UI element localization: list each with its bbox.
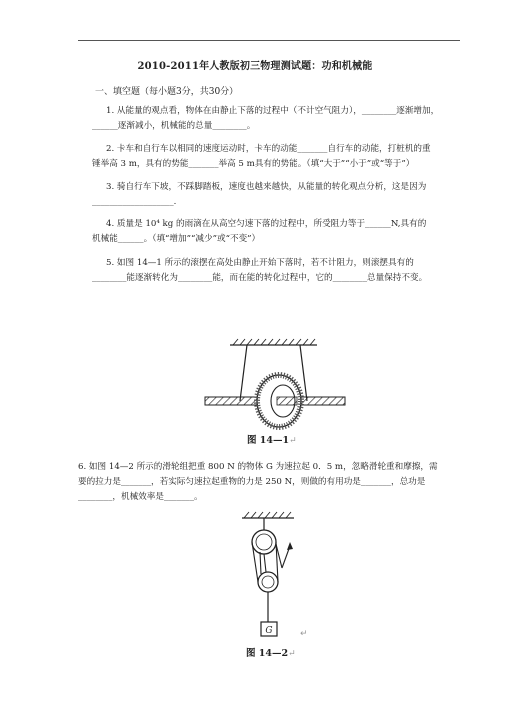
question-4: 4. 质量是 10⁴ kg 的雨滴在从高空匀速下落的过程中，所受阻力等于______N,具有的 机械能______。（填“增加”“减少”或“不变”） xyxy=(92,219,427,244)
figure-maxwell-wheel xyxy=(195,333,365,443)
pull-arrow xyxy=(287,542,293,550)
figure-pulley-system xyxy=(234,510,314,642)
pulley-ceiling-hatch xyxy=(244,512,291,518)
page-title: 2010-2011年人教版初三物理测试题：功和机械能 xyxy=(137,61,373,72)
header-rule xyxy=(78,40,460,41)
weight-label: G xyxy=(265,626,273,636)
figure-2-return-mark: ↵ xyxy=(300,629,308,639)
section-heading: 一、填空题（每小题3分，共30分） xyxy=(95,87,239,97)
question-1: 1. 从能量的观点看，物体在由静止下落的过程中（不计空气阻力），________逐渐增加， ______逐渐减小，机械能的总量________。 xyxy=(92,106,440,131)
axle-front xyxy=(277,397,297,405)
question-6: 6. 如图 14—2 所示的滑轮组把重 800 N 的物体 G 为速拉起 0．5 m，忽略滑轮重和摩擦，需 要的拉力是_______，若实际匀速拉起重物的力是 250 N，则做的有用功是_______，总功是 ________，机械效率是_______。 xyxy=(78,462,438,502)
ceiling-hatch xyxy=(233,339,315,345)
movable-pulley xyxy=(258,572,278,592)
left-string xyxy=(240,345,247,401)
question-5: 5. 如图 14—1 所示的滚摆在高处由静止开始下落时，若不计阻力，则滚摆具有的 ________能逐渐转化为________能，而在能的转化过程中，它的________总量保持不变。 xyxy=(92,258,428,283)
rope-3 xyxy=(264,554,266,572)
right-string xyxy=(300,345,307,401)
rope-4 xyxy=(260,552,261,574)
question-2: 2. 卡车和自行车以相同的速度运动时，卡车的动能_______自行车的动能，打桩机的重 锤举高 3 m，具有的势能_______举高 5 m具有的势能。（填“大于”“小于”或“等于”） xyxy=(92,144,431,169)
question-3: 3. 骑自行车下坡，不踩脚踏板，速度也越来越快，从能量的转化观点分析，这是因为 ___________________. xyxy=(92,182,427,207)
figure-1-caption: 图 14—1↵ xyxy=(247,435,297,446)
figure-2-caption: 图 14—2↵ xyxy=(246,648,296,659)
